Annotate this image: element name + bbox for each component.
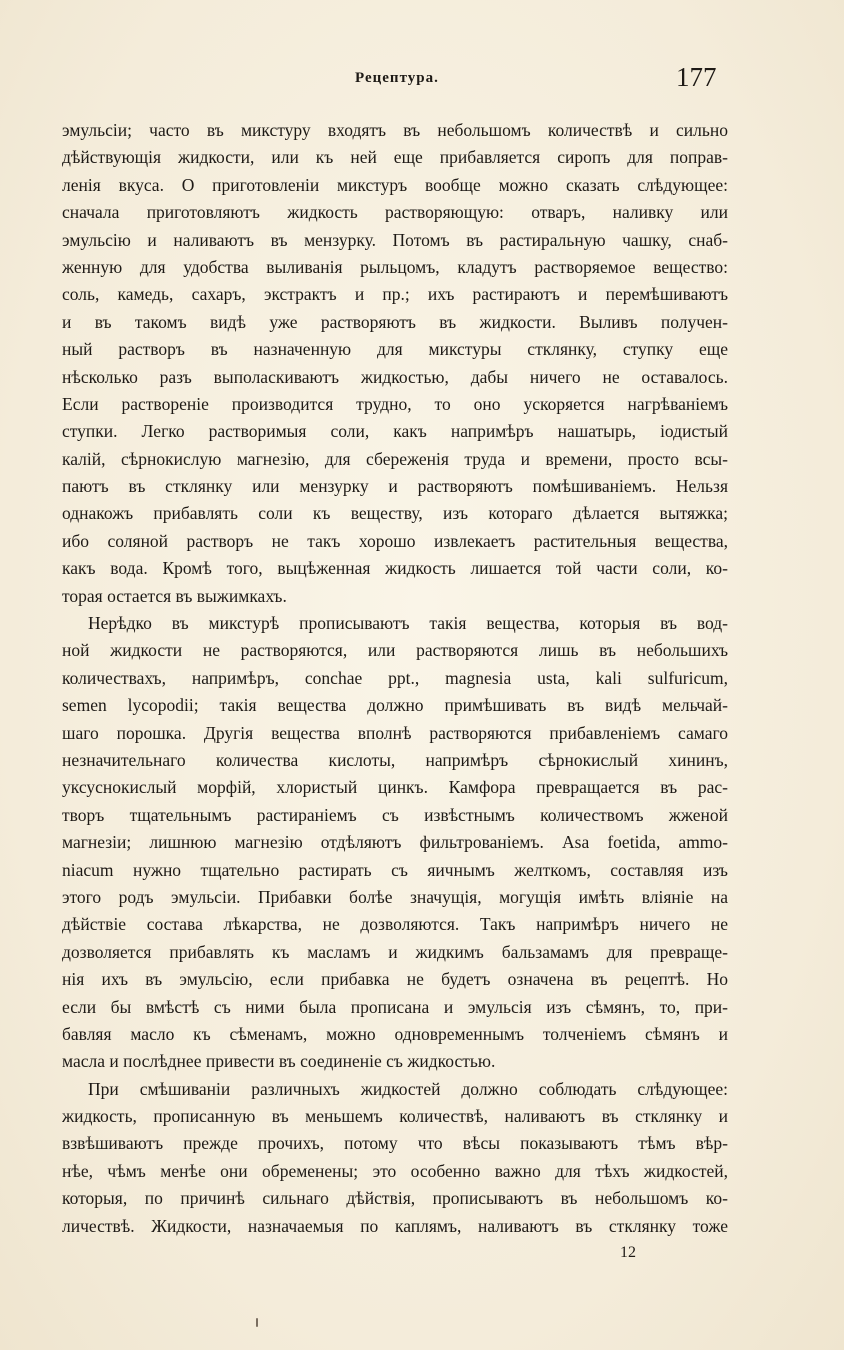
text-line: паютъ въ стклянку или мензурку и растворяютъ помѣшиваніемъ. Нельзя [62,476,728,497]
text-line: нѣсколько разъ выполаскиваютъ жидкостью, дабы ничего не оставалось. [62,366,728,387]
text-line: ибо соляной растворъ не такъ хорошо извлекаетъ растительныя вещества, [62,530,728,551]
text-line: дѣйствіе состава лѣкарства, не дозволяются. Такъ напримѣръ ничего не [62,914,728,935]
text-line: этого родъ эмульсіи. Прибавки болѣе значущія, могущія имѣть вліяніе на [62,886,728,907]
text-line: дозволяется прибавлять къ масламъ и жидкимъ бальзамамъ для превраще- [62,941,728,962]
text-line: уксуснокислый морфій, хлористый цинкъ. Камфора превращается въ рас- [62,777,728,798]
text-line: эмульсіи; часто въ микстуру входятъ въ небольшомъ количествѣ и сильно [62,120,728,140]
text-line: дѣйствующія жидкости, или къ ней еще прибавляется сиропъ для поправ- [62,147,728,168]
text-line: и въ такомъ видѣ уже растворяютъ въ жидкости. Выливъ получен- [62,311,728,332]
text-line: калій, сѣрнокислую магнезію, для сбереженія труда и времени, просто всы- [62,448,728,469]
text-line: бавляя масло къ сѣменамъ, можно одновременнымъ толченіемъ сѣмянъ и [62,1023,728,1044]
text-line: Если раствореніе производится трудно, то оно ускоряется нагрѣваніемъ [62,393,728,414]
text-line: какъ вода. Кромѣ того, выцѣженная жидкость лишается той части соли, ко- [62,558,728,579]
text-line: личествѣ. Жидкости, назначаемыя по каплямъ, наливаютъ въ стклянку тоже [62,1215,728,1236]
text-line: нѣе, чѣмъ менѣе они обременены; это особенно важно для тѣхъ жидкостей, [62,1160,728,1181]
text-line: ступки. Легко растворимыя соли, какъ напримѣръ нашатырь, іодистый [62,421,728,442]
text-line: женную для удобства выливанія рыльцомъ, кладутъ растворяемое вещество: [62,256,728,277]
text-line: однакожъ прибавлять соли къ веществу, изъ котораго дѣлается вытяжка; [62,503,728,524]
text-line: жидкость, прописанную въ меньшемъ количествѣ, наливаютъ въ стклянку и [62,1106,728,1127]
running-head: Рецептура. [355,70,439,86]
text-line: niacum нужно тщательно растирать съ яичнымъ желткомъ, составляя изъ [62,859,728,880]
text-line: Нерѣдко въ микстурѣ прописываютъ такія вещества, которыя въ вод- [88,613,728,634]
page-number: 177 [676,62,717,92]
text-line: количествахъ, напримѣръ, conchae ppt., magnesia usta, kali sulfuricum, [62,667,728,688]
paper-blemish [256,1318,258,1327]
text-line: ной жидкости не растворяются, или растворяются лишь въ небольшихъ [62,640,728,661]
text-line: semen lycopodii; такія вещества должно примѣшивать въ видѣ мельчай- [62,695,728,716]
text-line: нія ихъ въ эмульсію, если прибавка не будетъ означена въ рецептѣ. Но [62,969,728,990]
text-line: шаго порошка. Другія вещества вполнѣ растворяются прибавленіемъ самаго [62,722,728,743]
body-text [62,117,728,1240]
text-line: эмульсію и наливаютъ въ мензурку. Потомъ въ растиральную чашку, снаб- [62,229,728,250]
text-line: магнезіи; лишнюю магнезію отдѣляютъ фильтрованіемъ. Asa foetida, ammo- [62,832,728,853]
signature-mark: 12 [620,1244,636,1261]
text-line: если бы вмѣстѣ съ ними была прописана и эмульсія изъ сѣмянъ, то, при- [62,996,728,1017]
text-line: взвѣшиваютъ прежде прочихъ, потому что вѣсы показываютъ тѣмъ вѣр- [62,1133,728,1154]
text-line: которыя, по причинѣ сильнаго дѣйствія, прописываютъ въ небольшомъ ко- [62,1188,728,1209]
text-line: соль, камедь, сахаръ, экстрактъ и пр.; ихъ растираютъ и перемѣшиваютъ [62,284,728,305]
text-line: масла и послѣднее привести въ соединеніе съ жидкостью. [62,1051,496,1072]
text-line: сначала приготовляютъ жидкость растворяющую: отваръ, наливку или [62,202,728,223]
text-line: творъ тщательнымъ растираніемъ съ извѣстнымъ количествомъ жженой [62,804,728,825]
text-line: торая остается въ выжимкахъ. [62,585,287,606]
text-line: ленія вкуса. О приготовленіи микстуръ вообще можно сказать слѣдующее: [62,174,728,195]
text-line: ный растворъ въ назначенную для микстуры стклянку, ступку еще [62,339,728,360]
text-line: При смѣшиваніи различныхъ жидкостей должно соблюдать слѣдующее: [88,1078,728,1099]
text-line: незначительнаго количества кислоты, напримѣръ сѣрнокислый хининъ, [62,749,728,770]
